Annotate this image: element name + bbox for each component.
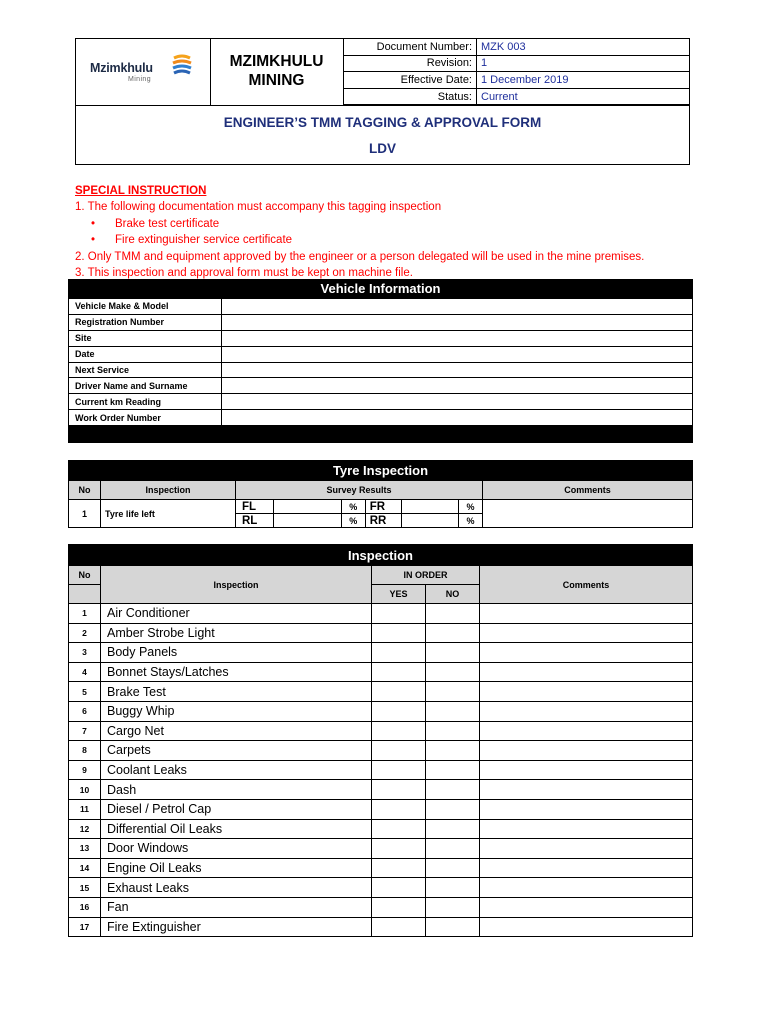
comments-cell[interactable] xyxy=(480,662,693,682)
inspection-row xyxy=(69,780,693,800)
yes-checkbox-cell[interactable] xyxy=(372,623,426,643)
comments-cell[interactable] xyxy=(480,643,693,663)
col-inspection: Inspection xyxy=(101,481,236,500)
inspection-item-no: 5 xyxy=(69,682,101,702)
tyre-inspection-section xyxy=(68,460,693,528)
comments-cell[interactable] xyxy=(480,623,693,643)
inspection-item-name: Door Windows xyxy=(101,839,372,859)
col-yes: YES xyxy=(372,585,426,604)
yes-checkbox-cell[interactable] xyxy=(372,662,426,682)
meta-value: 1 xyxy=(477,55,691,72)
inspection-item-no: 7 xyxy=(69,721,101,741)
comments-cell[interactable] xyxy=(480,682,693,702)
yes-checkbox-cell[interactable] xyxy=(372,839,426,859)
inspection-item-no: 17 xyxy=(69,917,101,937)
no-checkbox-cell[interactable] xyxy=(426,643,480,663)
no-checkbox-cell[interactable] xyxy=(426,897,480,917)
no-checkbox-cell[interactable] xyxy=(426,721,480,741)
inspection-item-name: Body Panels xyxy=(101,643,372,663)
inspection-item-name: Fan xyxy=(101,897,372,917)
yes-checkbox-cell[interactable] xyxy=(372,643,426,663)
no-checkbox-cell[interactable] xyxy=(426,917,480,937)
vehicle-field-label: Current km Reading xyxy=(69,394,222,410)
no-checkbox-cell[interactable] xyxy=(426,819,480,839)
vehicle-field-input[interactable] xyxy=(222,410,693,426)
inspection-item-name: Cargo Net xyxy=(101,721,372,741)
no-checkbox-cell[interactable] xyxy=(426,741,480,761)
yes-checkbox-cell[interactable] xyxy=(372,741,426,761)
comments-cell[interactable] xyxy=(480,897,693,917)
inspection-item-name: Diesel / Petrol Cap xyxy=(101,799,372,819)
inspection-item-name: Exhaust Leaks xyxy=(101,878,372,898)
vehicle-field-input[interactable] xyxy=(222,299,693,315)
yes-checkbox-cell[interactable] xyxy=(372,897,426,917)
inspection-item-no: 1 xyxy=(69,604,101,624)
inspection-item-name: Carpets xyxy=(101,741,372,761)
yes-checkbox-cell[interactable] xyxy=(372,604,426,624)
yes-checkbox-cell[interactable] xyxy=(372,878,426,898)
yes-checkbox-cell[interactable] xyxy=(372,682,426,702)
inspection-item-name: Dash xyxy=(101,780,372,800)
inspection-item-no: 15 xyxy=(69,878,101,898)
inspection-item-name: Coolant Leaks xyxy=(101,760,372,780)
comments-cell[interactable] xyxy=(480,604,693,624)
vehicle-field-input[interactable] xyxy=(222,330,693,346)
col-no: No xyxy=(69,481,101,500)
inspection-row xyxy=(69,604,693,624)
comments-cell[interactable] xyxy=(480,760,693,780)
inspection-row xyxy=(69,839,693,859)
no-checkbox-cell[interactable] xyxy=(426,604,480,624)
inspection-row xyxy=(69,643,693,663)
yes-checkbox-cell[interactable] xyxy=(372,917,426,937)
comments-cell[interactable] xyxy=(480,721,693,741)
inspection-item-name: Amber Strobe Light xyxy=(101,623,372,643)
comments-cell[interactable] xyxy=(480,701,693,721)
inspection-row xyxy=(69,701,693,721)
percent-sign: % xyxy=(459,514,483,528)
inspection-item-name: Bonnet Stays/Latches xyxy=(101,662,372,682)
vehicle-section-footer xyxy=(68,426,693,443)
inspection-item-no: 10 xyxy=(69,780,101,800)
tyre-row-no: 1 xyxy=(69,500,101,528)
tyre-fr-label: FR xyxy=(365,500,401,514)
yes-checkbox-cell[interactable] xyxy=(372,780,426,800)
company-name xyxy=(210,39,344,105)
col-comments: Comments xyxy=(483,481,693,500)
vehicle-field-input[interactable] xyxy=(222,314,693,330)
tyre-rr-input[interactable] xyxy=(402,514,459,528)
col-inspection: Inspection xyxy=(101,566,372,604)
no-checkbox-cell[interactable] xyxy=(426,623,480,643)
inspection-row xyxy=(69,760,693,780)
tyre-fl-label: FL xyxy=(236,500,274,514)
tyre-row-label: Tyre life left xyxy=(101,500,236,528)
col-no: No xyxy=(69,566,101,585)
instruction-bullet: • Fire extinguisher service certificate xyxy=(75,232,695,248)
inspection-item-no: 6 xyxy=(69,701,101,721)
inspection-section-title: Inspection xyxy=(68,544,693,565)
instruction-line: 2. Only TMM and equipment approved by the engineer or a person delegated will be used in the mine premises. xyxy=(75,250,645,263)
document-header xyxy=(75,38,690,165)
inspection-item-name: Buggy Whip xyxy=(101,701,372,721)
inspection-row xyxy=(69,662,693,682)
tyre-rr-label: RR xyxy=(365,514,401,528)
yes-checkbox-cell[interactable] xyxy=(372,858,426,878)
vehicle-section-title: Vehicle Information xyxy=(68,279,693,298)
special-instructions xyxy=(75,183,695,281)
meta-value: MZK 003 xyxy=(477,39,691,55)
no-checkbox-cell[interactable] xyxy=(426,839,480,859)
comments-cell[interactable] xyxy=(480,780,693,800)
comments-cell[interactable] xyxy=(480,741,693,761)
vehicle-field-input[interactable] xyxy=(222,346,693,362)
inspection-item-no: 3 xyxy=(69,643,101,663)
company-logo xyxy=(76,39,211,105)
tyre-fl-input[interactable] xyxy=(274,500,341,514)
meta-label: Document Number: xyxy=(344,39,477,55)
inspection-row xyxy=(69,897,693,917)
col-survey-results: Survey Results xyxy=(236,481,483,500)
form-title: ENGINEER’S TMM TAGGING & APPROVAL FORM xyxy=(223,115,542,130)
inspection-section xyxy=(68,544,693,937)
inspection-row xyxy=(69,878,693,898)
inspection-item-no: 14 xyxy=(69,858,101,878)
col-comments: Comments xyxy=(480,566,693,604)
yes-checkbox-cell[interactable] xyxy=(372,799,426,819)
inspection-item-no: 12 xyxy=(69,819,101,839)
form-subtitle: LDV xyxy=(369,141,396,156)
inspection-row xyxy=(69,819,693,839)
vehicle-field-label: Site xyxy=(69,330,222,346)
inspection-item-no: 9 xyxy=(69,760,101,780)
meta-value: Current xyxy=(477,88,691,105)
no-checkbox-cell[interactable] xyxy=(426,760,480,780)
inspection-row xyxy=(69,741,693,761)
comments-cell[interactable] xyxy=(480,858,693,878)
inspection-row xyxy=(69,682,693,702)
instruction-line: 1. The following documentation must accompany this tagging inspection xyxy=(75,201,442,214)
yes-checkbox-cell[interactable] xyxy=(372,760,426,780)
vehicle-field-label: Work Order Number xyxy=(69,410,222,426)
vehicle-field-label: Date xyxy=(69,346,222,362)
inspection-item-name: Differential Oil Leaks xyxy=(101,819,372,839)
comments-cell[interactable] xyxy=(480,799,693,819)
inspection-item-name: Brake Test xyxy=(101,682,372,702)
company-line-1: MZIMKHULU xyxy=(229,53,324,70)
logo-sub: Mining xyxy=(128,76,152,83)
percent-sign: % xyxy=(341,514,365,528)
vehicle-field-label: Driver Name and Surname xyxy=(69,378,222,394)
vehicle-field-label: Vehicle Make & Model xyxy=(69,299,222,315)
no-checkbox-cell[interactable] xyxy=(426,780,480,800)
no-checkbox-cell[interactable] xyxy=(426,682,480,702)
document-meta xyxy=(344,39,690,105)
tyre-rl-label: RL xyxy=(236,514,274,528)
no-checkbox-cell[interactable] xyxy=(426,799,480,819)
inspection-item-name: Engine Oil Leaks xyxy=(101,858,372,878)
vehicle-field-label: Registration Number xyxy=(69,314,222,330)
vehicle-field-input[interactable] xyxy=(222,394,693,410)
inspection-item-no: 13 xyxy=(69,839,101,859)
vehicle-field-label: Next Service xyxy=(69,362,222,378)
tyre-section-title: Tyre Inspection xyxy=(68,460,693,480)
inspection-item-name: Air Conditioner xyxy=(101,604,372,624)
logo-mark-icon xyxy=(171,53,193,79)
meta-value: 1 December 2019 xyxy=(477,72,691,89)
logo-name: Mzimkhulu xyxy=(90,61,153,75)
yes-checkbox-cell[interactable] xyxy=(372,819,426,839)
inspection-row xyxy=(69,858,693,878)
percent-sign: % xyxy=(341,500,365,514)
comments-cell[interactable] xyxy=(480,819,693,839)
vehicle-field-input[interactable] xyxy=(222,362,693,378)
instruction-bullet: • Brake test certificate xyxy=(75,216,695,232)
no-checkbox-cell[interactable] xyxy=(426,701,480,721)
percent-sign: % xyxy=(459,500,483,514)
inspection-item-no: 4 xyxy=(69,662,101,682)
inspection-row xyxy=(69,799,693,819)
inspection-row xyxy=(69,917,693,937)
inspection-item-no: 16 xyxy=(69,897,101,917)
company-line-2: MINING xyxy=(248,72,305,89)
tyre-comments-input[interactable] xyxy=(483,500,693,528)
inspection-row xyxy=(69,721,693,741)
comments-cell[interactable] xyxy=(480,839,693,859)
inspection-item-name: Fire Extinguisher xyxy=(101,917,372,937)
col-no-spacer xyxy=(69,585,101,604)
tyre-rl-input[interactable] xyxy=(274,514,341,528)
comments-cell[interactable] xyxy=(480,917,693,937)
no-checkbox-cell[interactable] xyxy=(426,878,480,898)
no-checkbox-cell[interactable] xyxy=(426,858,480,878)
instruction-line: 3. This inspection and approval form must be kept on machine file. xyxy=(75,267,413,280)
inspection-item-no: 8 xyxy=(69,741,101,761)
inspection-item-no: 2 xyxy=(69,623,101,643)
divider xyxy=(76,105,689,106)
col-no-answer: NO xyxy=(426,585,480,604)
no-checkbox-cell[interactable] xyxy=(426,662,480,682)
yes-checkbox-cell[interactable] xyxy=(372,701,426,721)
meta-label: Revision: xyxy=(344,55,477,72)
inspection-item-no: 11 xyxy=(69,799,101,819)
vehicle-field-input[interactable] xyxy=(222,378,693,394)
vehicle-information-section xyxy=(68,279,693,443)
instructions-heading: SPECIAL INSTRUCTION xyxy=(75,185,207,197)
comments-cell[interactable] xyxy=(480,878,693,898)
meta-label: Status: xyxy=(344,88,477,105)
col-in-order: IN ORDER xyxy=(372,566,480,585)
tyre-fr-input[interactable] xyxy=(402,500,459,514)
yes-checkbox-cell[interactable] xyxy=(372,721,426,741)
meta-label: Effective Date: xyxy=(344,72,477,89)
inspection-row xyxy=(69,623,693,643)
